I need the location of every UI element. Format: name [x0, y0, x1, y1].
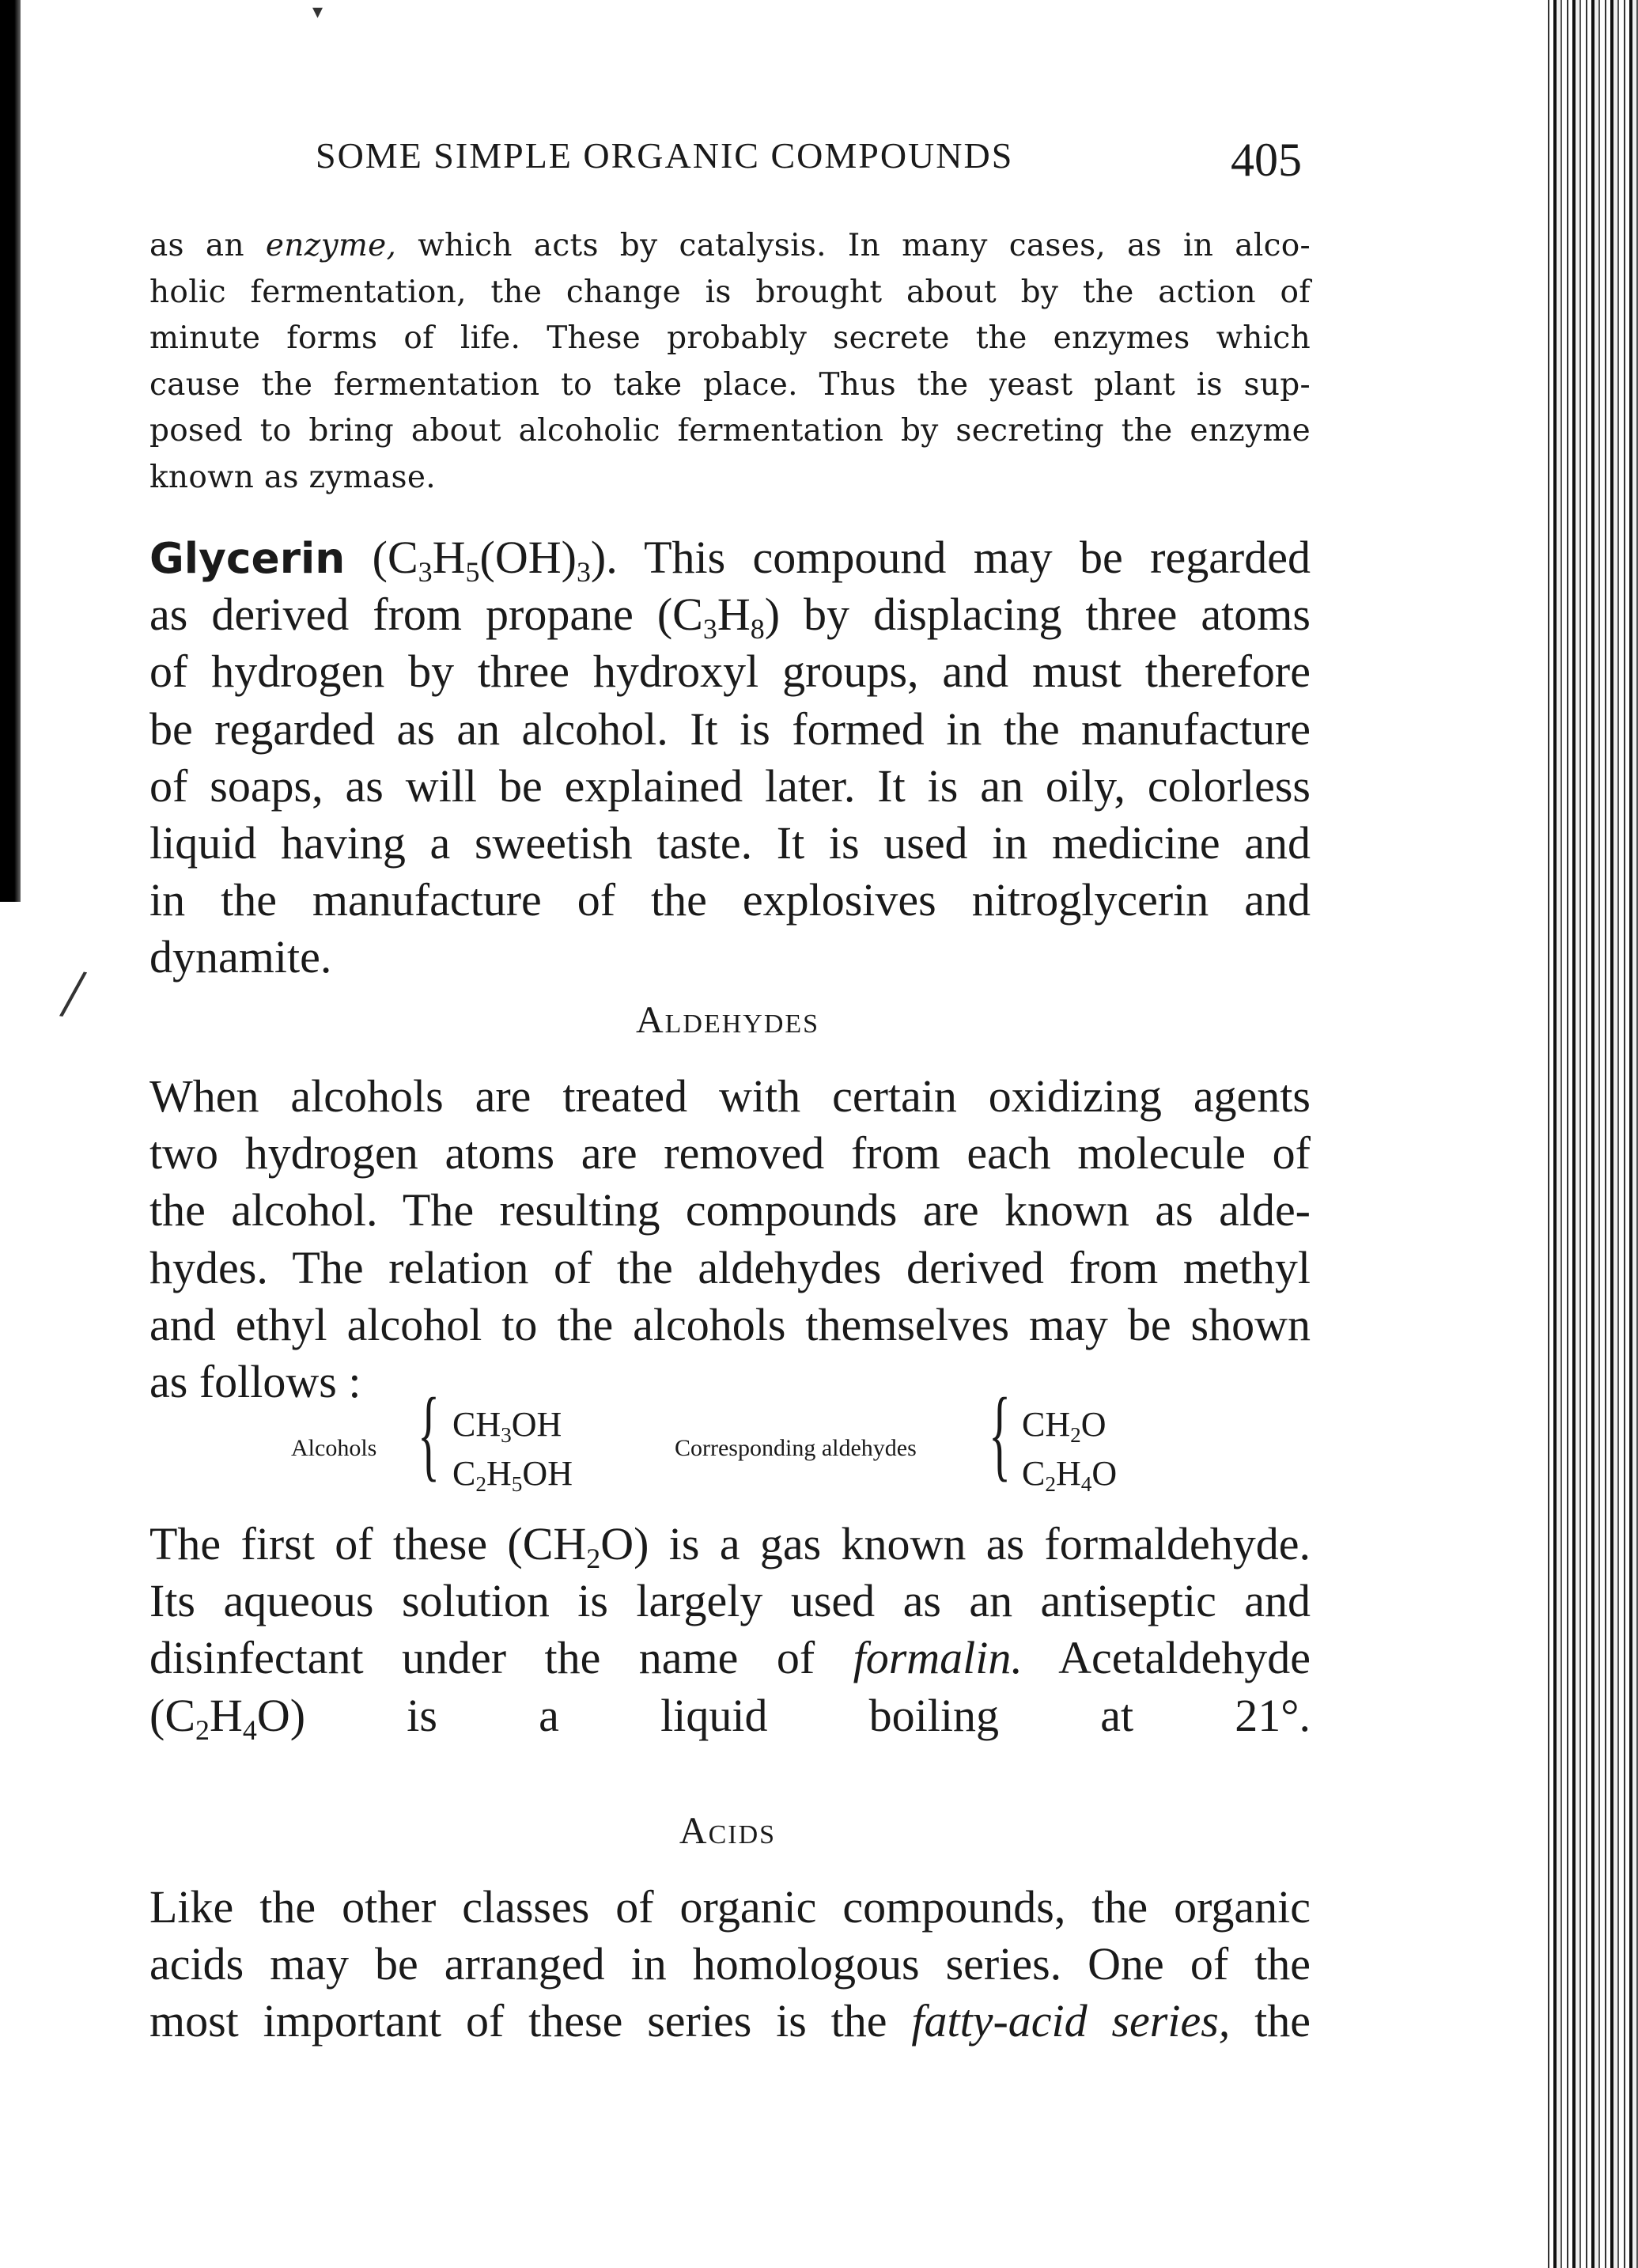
text-run: (C	[149, 1690, 195, 1741]
text-run: The first of these (CH	[149, 1518, 587, 1569]
formula-item	[452, 1449, 573, 1509]
text-line	[149, 1516, 1311, 1573]
text-line	[149, 643, 1311, 700]
text-run: be regarded as an alcohol. It is formed in the manufacture	[149, 703, 1311, 755]
text-run: of soaps, as will be explained later. It is an oily, colorless	[149, 760, 1311, 812]
text-run: which acts by catalysis. In many cases, as in alco-	[396, 228, 1311, 263]
italic-text: fatty-acid series,	[911, 1995, 1231, 2047]
text-line	[149, 758, 1311, 815]
text-line	[149, 1068, 1311, 1125]
text-run: O	[1091, 1454, 1118, 1493]
left-brace: {	[418, 1377, 441, 1491]
text-run: the alcohol. The resulting compounds are known as alde-	[149, 1184, 1311, 1236]
right-brace: {	[989, 1377, 1012, 1491]
text-line	[149, 1297, 1311, 1354]
text-line	[149, 455, 1311, 501]
subscript: 3	[576, 555, 591, 588]
subscript: 2	[586, 1542, 601, 1574]
text-line	[149, 1125, 1311, 1182]
text-run: holic fermentation, the change is brought about by the action of	[149, 275, 1311, 310]
text-run: cause the fermentation to take place. Thus the yeast plant is sup-	[149, 367, 1311, 403]
subscript: 4	[1080, 1472, 1092, 1497]
page-number: 405	[1231, 134, 1302, 186]
subscript: 3	[702, 612, 717, 645]
text-run: minute forms of life. These probably secrete the enzymes which	[149, 320, 1311, 356]
text-run: CH	[452, 1405, 501, 1444]
text-run: (OH)	[479, 532, 577, 583]
text-run: most important of these series is the	[149, 1995, 912, 2047]
text-line	[149, 1182, 1311, 1239]
subscript: 2	[475, 1472, 486, 1497]
scan-edge-left	[0, 0, 21, 902]
text-line	[149, 929, 1311, 986]
text-line	[149, 1630, 1311, 1687]
text-run: ). This compound may be regarded	[590, 532, 1311, 583]
text-line	[149, 1936, 1311, 1993]
text-run: as derived from propane (C	[149, 589, 703, 640]
text-run: of hydrogen by three hydroxyl groups, and must therefore	[149, 646, 1311, 697]
text-line	[149, 529, 1311, 586]
heading-text: Acids	[679, 1810, 777, 1852]
text-line	[149, 872, 1311, 929]
text-run: H	[209, 1690, 243, 1741]
text-line	[149, 1573, 1311, 1630]
text-run: OH	[522, 1454, 573, 1493]
text-run: two hydrogen atoms are removed from each molecule of	[149, 1127, 1311, 1179]
section-heading-aldehydes	[0, 998, 1455, 1042]
section-heading-acids	[0, 1809, 1455, 1853]
scan-mark: ▾	[312, 0, 323, 23]
subscript: 2	[1045, 1472, 1056, 1497]
text-run: Its aqueous solution is largely used as an antiseptic and	[149, 1575, 1311, 1626]
text-run: disinfectant under the name of	[149, 1632, 853, 1683]
text-run: liquid having a sweetish taste. It is used in medicine and	[149, 817, 1311, 869]
text-run: dynamite.	[149, 931, 332, 983]
text-line	[149, 270, 1311, 316]
subscript: 3	[418, 555, 433, 588]
text-line	[149, 1879, 1311, 1936]
text-run: known as zymase.	[149, 460, 436, 495]
subscript: 4	[242, 1713, 257, 1746]
text-run: O) is a gas known as formaldehyde.	[600, 1518, 1311, 1569]
subscript: 5	[511, 1472, 523, 1497]
subscript: 2	[195, 1713, 210, 1746]
text-run: CH	[1022, 1405, 1071, 1444]
text-run: When alcohols are treated with certain oxidizing agents	[149, 1070, 1311, 1122]
text-line	[149, 1354, 1311, 1410]
text-run: posed to bring about alcoholic fermentation by secreting the enzyme	[149, 413, 1311, 449]
text-run: O) is a liquid boiling at 21°.	[256, 1690, 1311, 1741]
text-line	[149, 815, 1311, 872]
subscript: 5	[465, 555, 480, 588]
text-run: H	[432, 532, 466, 583]
text-run: C	[452, 1454, 476, 1493]
text-run: in the manufacture of the explosives nitroglycerin and	[149, 874, 1311, 926]
italic-text: formalin.	[853, 1632, 1023, 1683]
subscript: 8	[750, 612, 765, 645]
text-run: Like the other classes of organic compounds, the organic	[149, 1881, 1311, 1933]
text-run: O	[1080, 1405, 1107, 1444]
text-line	[149, 586, 1311, 643]
formula-right-label: Corresponding aldehydes	[675, 1435, 917, 1461]
formula-left-label: Alcohols	[291, 1435, 377, 1461]
text-run: (C	[345, 532, 418, 583]
subscript: 3	[501, 1423, 512, 1448]
text-run: and ethyl alcohol to the alcohols themselves may be shown	[149, 1299, 1311, 1350]
text-run: hydes. The relation of the aldehydes derived from methyl	[149, 1242, 1311, 1293]
italic-text: enzyme,	[265, 228, 397, 263]
bold-term: Glycerin	[149, 533, 346, 583]
text-run: acids may be arranged in homologous series. One of the	[149, 1938, 1311, 1990]
text-line	[149, 316, 1311, 362]
text-line	[149, 1240, 1311, 1297]
text-run: ) by displacing three atoms	[764, 589, 1311, 640]
text-run: the	[1230, 1995, 1311, 2047]
text-run: OH	[511, 1405, 562, 1444]
pencil-mark: /	[56, 953, 90, 1035]
text-run: H	[486, 1454, 512, 1493]
text-line	[149, 1687, 1311, 1744]
text-run: as follows :	[149, 1356, 361, 1407]
subscript: 2	[1070, 1423, 1081, 1448]
formula-item	[1022, 1449, 1117, 1509]
text-line	[149, 223, 1311, 269]
text-run: H	[1056, 1454, 1081, 1493]
running-header: SOME SIMPLE ORGANIC COMPOUNDS	[316, 135, 1014, 176]
scan-binding-right	[1543, 0, 1638, 2268]
text-line	[149, 1993, 1311, 2050]
text-line	[149, 362, 1311, 408]
text-line	[149, 701, 1311, 758]
text-run: C	[1022, 1454, 1046, 1493]
heading-text: Aldehydes	[635, 999, 820, 1041]
text-line	[149, 408, 1311, 454]
text-run: H	[717, 589, 751, 640]
text-run: Acetaldehyde	[1022, 1632, 1311, 1683]
text-run: as an	[149, 228, 266, 263]
